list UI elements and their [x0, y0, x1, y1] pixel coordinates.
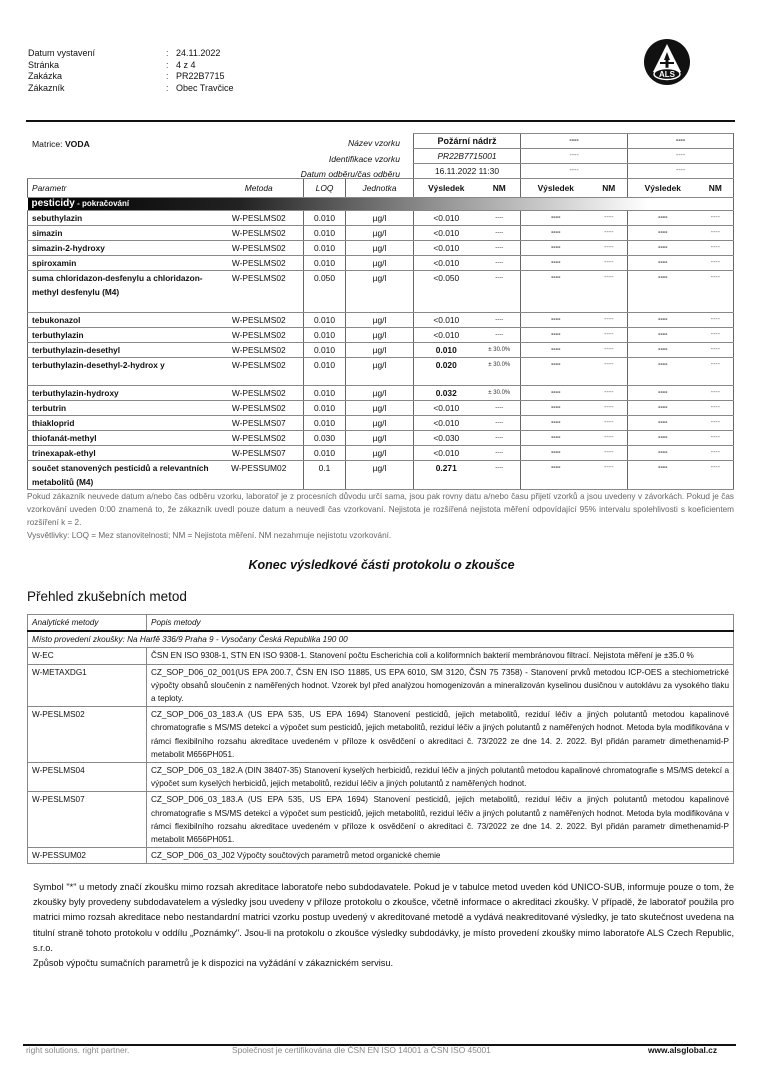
loq-value: 0.1 [304, 461, 346, 490]
result-value-sample-3: ---- [628, 386, 698, 401]
result-value-sample-3: ---- [628, 271, 698, 313]
method-code: W-PESLMS02 [215, 358, 304, 386]
uncertainty-value-sample-3: ---- [698, 241, 734, 256]
unit: µg/l [346, 226, 414, 241]
result-value: <0.010 [414, 241, 479, 256]
uncertainty-value-sample-3: ---- [698, 211, 734, 226]
sample-name-row [28, 134, 734, 149]
unit: µg/l [346, 211, 414, 226]
header-value: 4 z 4 [176, 59, 196, 70]
uncertainty-value-sample-3: ---- [698, 386, 734, 401]
uncertainty-value: ---- [479, 328, 521, 343]
col-header-nm-3: NM [698, 179, 734, 198]
sample-id-label: Identifikace vzorku [328, 154, 400, 164]
result-value-sample-2: ---- [521, 358, 591, 386]
result-value-sample-3: ---- [628, 256, 698, 271]
unit: µg/l [346, 343, 414, 358]
result-value-sample-2: ---- [521, 386, 591, 401]
uncertainty-value-sample-2: ---- [591, 256, 628, 271]
parameter-name: trinexapak-ethyl [28, 446, 215, 461]
method-code: W-PESLMS02 [215, 313, 304, 328]
uncertainty-value-sample-3: ---- [698, 256, 734, 271]
methods-section-title: Přehled zkušebních metod [27, 589, 187, 604]
group-header-pesticidy [28, 198, 734, 211]
result-row [28, 386, 734, 401]
parameter-name: terbuthylazin-desethyl [28, 343, 215, 358]
result-value-sample-3: ---- [628, 401, 698, 416]
uncertainty-value-sample-2: ---- [591, 328, 628, 343]
method-code: W-PESLMS02 [28, 707, 147, 763]
col-header-method-description: Popis metody [147, 615, 734, 632]
result-value-sample-2: ---- [521, 256, 591, 271]
result-row [28, 343, 734, 358]
col-header-jednotka: Jednotka [346, 179, 414, 198]
result-value: <0.010 [414, 446, 479, 461]
method-description: CZ_SOP_D06_03_J02 Výpočty součtových parametrů metod organické chemie [147, 848, 734, 864]
result-row [28, 461, 734, 490]
col-header-nm-1: NM [479, 179, 521, 198]
result-value-sample-2: ---- [521, 431, 591, 446]
col-header-loq: LOQ [304, 179, 346, 198]
header-row-order: Zakázka : PR22B7715 [28, 71, 225, 82]
loq-value: 0.010 [304, 328, 346, 343]
methods-header-row [28, 615, 734, 632]
result-row [28, 446, 734, 461]
loq-value: 0.010 [304, 211, 346, 226]
header-label: Zakázka [28, 71, 63, 82]
uncertainty-value: ---- [479, 416, 521, 431]
header-value: 24.11.2022 [176, 48, 221, 58]
col-header-nm-2: NM [591, 179, 628, 198]
unit: µg/l [346, 241, 414, 256]
uncertainty-value: ---- [479, 461, 521, 490]
result-value: <0.010 [414, 211, 479, 226]
sample-3-date: ---- [628, 164, 734, 179]
sampling-date-label: Datum odběru/čas odběru [300, 169, 400, 179]
result-value: 0.020 [414, 358, 479, 386]
parameter-name: terbutrin [28, 401, 215, 416]
result-value-sample-2: ---- [521, 271, 591, 313]
uncertainty-value-sample-3: ---- [698, 313, 734, 328]
result-value-sample-2: ---- [521, 241, 591, 256]
unit: µg/l [346, 386, 414, 401]
parameter-name: součet stanovených pesticidů a relevantních metabolitů (M4) [28, 461, 215, 490]
header-row-page: Stránka : 4 z 4 [28, 59, 196, 70]
unit: µg/l [346, 461, 414, 490]
result-value-sample-3: ---- [628, 431, 698, 446]
result-value-sample-3: ---- [628, 241, 698, 256]
group-name: pesticidy [31, 198, 75, 209]
result-value-sample-2: ---- [521, 226, 591, 241]
method-code: W-PESSUM02 [215, 461, 304, 490]
uncertainty-value-sample-2: ---- [591, 271, 628, 313]
result-row [28, 401, 734, 416]
method-code: W-PESLMS07 [28, 792, 147, 848]
method-code: W-PESLMS02 [215, 343, 304, 358]
uncertainty-value-sample-2: ---- [591, 416, 628, 431]
sample-1-name: Požární nádrž [414, 134, 521, 149]
result-value-sample-2: ---- [521, 313, 591, 328]
header-value: PR22B7715 [176, 71, 225, 82]
sample-3-name: ---- [628, 134, 734, 149]
col-header-vysledek-3: Výsledek [628, 179, 698, 198]
result-value: <0.010 [414, 401, 479, 416]
header-divider [26, 120, 735, 122]
result-value-sample-3: ---- [628, 211, 698, 226]
uncertainty-value: ---- [479, 446, 521, 461]
uncertainty-value-sample-2: ---- [591, 343, 628, 358]
method-row [28, 664, 734, 707]
sample-1-date: 16.11.2022 11:30 [414, 164, 521, 179]
results-body [28, 211, 734, 490]
method-description: CZ_SOP_D06_03_183.A (US EPA 535, US EPA 1694) Stanovení pesticidů, jejich metabolitů, reziduí léčiv a jiných polutantů metodou kapalinové chromatografie s MS/MS detekcí a výpočet sum pesticidů, jejich metabolitů, reziduí léčiv a jiných polutantů z naměřených hodnot. Metoda byla modifikována v rámci flexibilního rozsahu akreditace uvedeném v příloze k osvědčení o akreditaci č. 73/2022 ze dne 14. 2. 2022. Byl přidán parametr dimethenamid-P metabolit M656PH051. [147, 792, 734, 848]
result-value-sample-3: ---- [628, 416, 698, 431]
matrix-label: Matrice: VODA [32, 139, 90, 149]
result-value-sample-2: ---- [521, 446, 591, 461]
loq-value: 0.050 [304, 271, 346, 313]
uncertainty-value: ± 30.0% [479, 343, 521, 358]
result-value-sample-2: ---- [521, 328, 591, 343]
unit: µg/l [346, 416, 414, 431]
result-value-sample-2: ---- [521, 401, 591, 416]
matrix-value: VODA [64, 139, 90, 149]
sample-3-id: ---- [628, 149, 734, 164]
result-value-sample-3: ---- [628, 226, 698, 241]
uncertainty-value-sample-3: ---- [698, 271, 734, 313]
loq-value: 0.010 [304, 358, 346, 386]
col-header-vysledek-2: Výsledek [521, 179, 591, 198]
result-value-sample-3: ---- [628, 446, 698, 461]
col-header-analytical-methods: Analytické metody [28, 615, 147, 632]
method-row [28, 707, 734, 763]
uncertainty-value: ---- [479, 241, 521, 256]
group-suffix: - pokračování [74, 199, 130, 208]
results-end-title: Konec výsledkové části protokolu o zkoušce [248, 558, 515, 572]
symbol-note [33, 880, 734, 971]
uncertainty-value: ---- [479, 256, 521, 271]
uncertainty-value-sample-3: ---- [698, 461, 734, 490]
sum-calculation-note: Způsob výpočtu sumačních parametrů je k dispozici na vyžádání v zákaznickém servisu. [33, 958, 394, 969]
loq-value: 0.030 [304, 431, 346, 446]
method-code: W-PESLMS07 [215, 446, 304, 461]
uncertainty-value-sample-3: ---- [698, 446, 734, 461]
method-code: W-PESLMS02 [215, 431, 304, 446]
method-code: W-PESLMS07 [215, 416, 304, 431]
method-code: W-PESLMS02 [215, 211, 304, 226]
uncertainty-value-sample-2: ---- [591, 358, 628, 386]
method-row [28, 848, 734, 864]
sample-2-date: ---- [521, 164, 628, 179]
svg-text:ALS: ALS [659, 70, 675, 79]
uncertainty-value: ---- [479, 226, 521, 241]
uncertainty-value-sample-3: ---- [698, 416, 734, 431]
parameter-name: simazin [28, 226, 215, 241]
sample-2-name: ---- [521, 134, 628, 149]
parameter-name: simazin-2-hydroxy [28, 241, 215, 256]
uncertainty-value-sample-3: ---- [698, 401, 734, 416]
result-value: <0.010 [414, 226, 479, 241]
result-row [28, 271, 734, 313]
result-value: <0.010 [414, 256, 479, 271]
parameter-name: spiroxamin [28, 256, 215, 271]
result-value-sample-3: ---- [628, 461, 698, 490]
results-table [27, 133, 734, 490]
loq-value: 0.010 [304, 241, 346, 256]
method-code: W-PESLMS02 [215, 386, 304, 401]
unit: µg/l [346, 446, 414, 461]
uncertainty-value-sample-2: ---- [591, 431, 628, 446]
method-code: W-PESLMS04 [28, 763, 147, 792]
symbol-note-paragraph: Symbol "*" u metody značí zkoušku mimo rozsah akreditace laboratoře nebo subdodavatele. Pokud je v tabulce metod uveden kód UNICO-SUB, informuje pouze o tom, že zkoušky byly provedeny subdodavatelem a výsledky jsou uvedeny v příloze protokolu o zkoušce, včetně informace o akreditaci zkoušky. V případě, že laboratoř použila pro matrici mimo rozsah akreditace nebo nestandardní matrici vzorku postup uvedený v akreditované metodě a vydává neakreditované výsledky, je tato skutečnost uvedena na titulní straně tohoto protokolu v oddílu „Poznámky". Jsou-li na protokolu o zkoušce výsledky subdodávky, je místo provedení zkoušky mimo laboratoře ALS Czech Republic, s.r.o. [33, 882, 734, 953]
uncertainty-value-sample-2: ---- [591, 386, 628, 401]
loq-value: 0.010 [304, 401, 346, 416]
test-location: Místo provedení zkoušky: Na Harfě 336/9 Praha 9 - Vysočany Česká Republika 190 00 [28, 631, 734, 648]
uncertainty-value-sample-3: ---- [698, 343, 734, 358]
method-code: W-PESLMS02 [215, 401, 304, 416]
uncertainty-value-sample-2: ---- [591, 461, 628, 490]
result-value: <0.010 [414, 328, 479, 343]
document-header [28, 48, 234, 94]
loq-value: 0.010 [304, 256, 346, 271]
result-value-sample-3: ---- [628, 343, 698, 358]
parameter-name: tebukonazol [28, 313, 215, 328]
test-location-row [28, 631, 734, 648]
unit: µg/l [346, 313, 414, 328]
uncertainty-value-sample-2: ---- [591, 313, 628, 328]
uncertainty-value: ---- [479, 211, 521, 226]
result-value-sample-3: ---- [628, 313, 698, 328]
result-value: 0.010 [414, 343, 479, 358]
result-row [28, 256, 734, 271]
method-row [28, 763, 734, 792]
als-logo-icon [643, 38, 691, 86]
method-code: W-PESLMS02 [215, 271, 304, 313]
method-code: W-PESLMS02 [215, 256, 304, 271]
method-description: ČSN EN ISO 9308-1, STN EN ISO 9308-1. Stanovení počtu Escherichia coli a koliformních bakterií membránovou filtrací. Nejistota měření je ±35.0 % [147, 648, 734, 664]
loq-value: 0.010 [304, 226, 346, 241]
methods-body [28, 648, 734, 864]
uncertainty-value: ---- [479, 401, 521, 416]
sample-1-id: PR22B7715001 [414, 149, 521, 164]
loq-value: 0.010 [304, 446, 346, 461]
parameter-name: sebuthylazin [28, 211, 215, 226]
unit: µg/l [346, 431, 414, 446]
unit: µg/l [346, 328, 414, 343]
loq-value: 0.010 [304, 386, 346, 401]
result-value-sample-2: ---- [521, 343, 591, 358]
unit: µg/l [346, 358, 414, 386]
results-notes [27, 490, 734, 542]
result-row [28, 211, 734, 226]
uncertainty-value-sample-3: ---- [698, 226, 734, 241]
sample-name-label: Název vzorku [347, 138, 400, 148]
header-value: Obec Travčice [176, 82, 234, 93]
parameter-name: terbuthylazin-desethyl-2-hydrox y [28, 358, 215, 386]
result-row [28, 226, 734, 241]
parameter-name: terbuthylazin [28, 328, 215, 343]
parameter-name: thiakloprid [28, 416, 215, 431]
parameter-name: suma chloridazon-desfenylu a chloridazon-methyl desfenylu (M4) [28, 271, 215, 313]
uncertainty-value-sample-3: ---- [698, 328, 734, 343]
method-code: W-PESLMS02 [215, 241, 304, 256]
uncertainty-value-sample-3: ---- [698, 358, 734, 386]
methods-table [27, 614, 734, 864]
result-value: 0.032 [414, 386, 479, 401]
method-row [28, 792, 734, 848]
uncertainty-value: ± 30.0% [479, 386, 521, 401]
method-description: CZ_SOP_D06_03_182.A (DIN 38407-35) Stanovení kyselých herbicidů, reziduí léčiv a jiných polutantů metodou kapalinové chromatografie s MS/MS detekcí a výpočet sum kyselých herbicidů, jejich metabolitů, reziduí léčiv a jiných polutantů z naměřených hodnot. [147, 763, 734, 792]
result-value: <0.050 [414, 271, 479, 313]
uncertainty-value-sample-2: ---- [591, 401, 628, 416]
header-label: Datum vystavení [28, 48, 96, 58]
uncertainty-value: ---- [479, 271, 521, 313]
footer-website-link[interactable]: www.alsglobal.cz [648, 1045, 718, 1055]
sampling-date-row [28, 164, 734, 179]
result-value: <0.030 [414, 431, 479, 446]
result-value-sample-2: ---- [521, 461, 591, 490]
uncertainty-value-sample-2: ---- [591, 446, 628, 461]
result-row [28, 358, 734, 386]
result-row [28, 328, 734, 343]
result-value-sample-3: ---- [628, 358, 698, 386]
result-value: 0.271 [414, 461, 479, 490]
result-row [28, 241, 734, 256]
uncertainty-value-sample-3: ---- [698, 431, 734, 446]
method-code: W-PESLMS02 [215, 226, 304, 241]
uncertainty-value-sample-2: ---- [591, 241, 628, 256]
unit: µg/l [346, 256, 414, 271]
footer-certification: Společnost je certifikována dle ČSN EN ISO 14001 a ČSN ISO 45001 [232, 1045, 491, 1055]
method-code: W-PESSUM02 [28, 848, 147, 864]
notes-legend: Vysvětlivky: LOQ = Mez stanovitelnosti; NM = Nejistota měření. NM nezahrnuje nejistotu vzorkování. [27, 531, 392, 540]
parameter-name: terbuthylazin-hydroxy [28, 386, 215, 401]
result-row [28, 416, 734, 431]
result-value-sample-2: ---- [521, 211, 591, 226]
header-row-issue-date: Datum vystavení : 24.11.2022 [28, 48, 221, 58]
sample-2-id: ---- [521, 149, 628, 164]
unit: µg/l [346, 401, 414, 416]
header-label: Zákazník [28, 82, 65, 93]
unit: µg/l [346, 271, 414, 313]
loq-value: 0.010 [304, 416, 346, 431]
col-header-vysledek-1: Výsledek [414, 179, 479, 198]
result-value-sample-3: ---- [628, 328, 698, 343]
method-code: W-METAXDG1 [28, 664, 147, 707]
notes-paragraph: Pokud zákazník neuvede datum a/nebo čas odběru vzorku, laboratoř je z procesních důvodu určí sama, jsou pak rovny datu a/nebo času přijetí vzorků a jsou uvedeny v závorkách. Pokud je čas vzorkování uveden 0:00 znamená to, že zákazník uvedl pouze datum a neuvedl čas vzorkovaní. Nejistota je rozšířená nejistota měření odpovídající 95% intervalu spolehlivosti s koeficientem rozšíření k = 2. [27, 492, 734, 527]
result-value-sample-2: ---- [521, 416, 591, 431]
footer-slogan: right solutions. right partner. [26, 1045, 130, 1055]
method-code: W-EC [28, 648, 147, 664]
loq-value: 0.010 [304, 313, 346, 328]
method-row [28, 648, 734, 664]
method-code: W-PESLMS02 [215, 328, 304, 343]
header-label: Stránka [28, 59, 60, 70]
parameter-name: thiofanát-methyl [28, 431, 215, 446]
uncertainty-value-sample-2: ---- [591, 226, 628, 241]
uncertainty-value: ± 30.0% [479, 358, 521, 386]
col-header-parametr: Parametr [28, 179, 215, 198]
column-header-row [28, 179, 734, 198]
method-description: CZ_SOP_D06_02_001(US EPA 200.7, ČSN EN ISO 11885, US EPA 6010, SM 3120, ČSN 75 7358) - Stanovení prvků metodou ICP-OES a stechiometrické výpočty obsahů sloučenin z naměřených hodnot. Vzorek byl před analýzou homogenizován a mineralizován kyselinou dusičnou v autoklávu za vysokého tlaku a teploty. [147, 664, 734, 707]
method-description: CZ_SOP_D06_03_183.A (US EPA 535, US EPA 1694) Stanovení pesticidů, jejich metabolitů, reziduí léčiv a jiných polutantů metodou kapalinové chromatografie s MS/MS detekcí a výpočet sum pesticidů, jejich metabolitů, reziduí léčiv a jiných polutantů z naměřených hodnot. Metoda byla modifikována v rámci flexibilního rozsahu akreditace uvedeném v příloze k osvědčení o akreditaci č. 73/2022 ze dne 14. 2. 2022. Byl přidán parametr dimethenamid-P metabolit M656PH051. [147, 707, 734, 763]
result-row [28, 431, 734, 446]
uncertainty-value: ---- [479, 313, 521, 328]
result-value: <0.010 [414, 313, 479, 328]
loq-value: 0.010 [304, 343, 346, 358]
result-row [28, 313, 734, 328]
result-value: <0.010 [414, 416, 479, 431]
header-row-customer: Zákazník : Obec Travčice [28, 82, 234, 93]
uncertainty-value-sample-2: ---- [591, 211, 628, 226]
sample-id-row [28, 149, 734, 164]
col-header-metoda: Metoda [215, 179, 304, 198]
uncertainty-value: ---- [479, 431, 521, 446]
